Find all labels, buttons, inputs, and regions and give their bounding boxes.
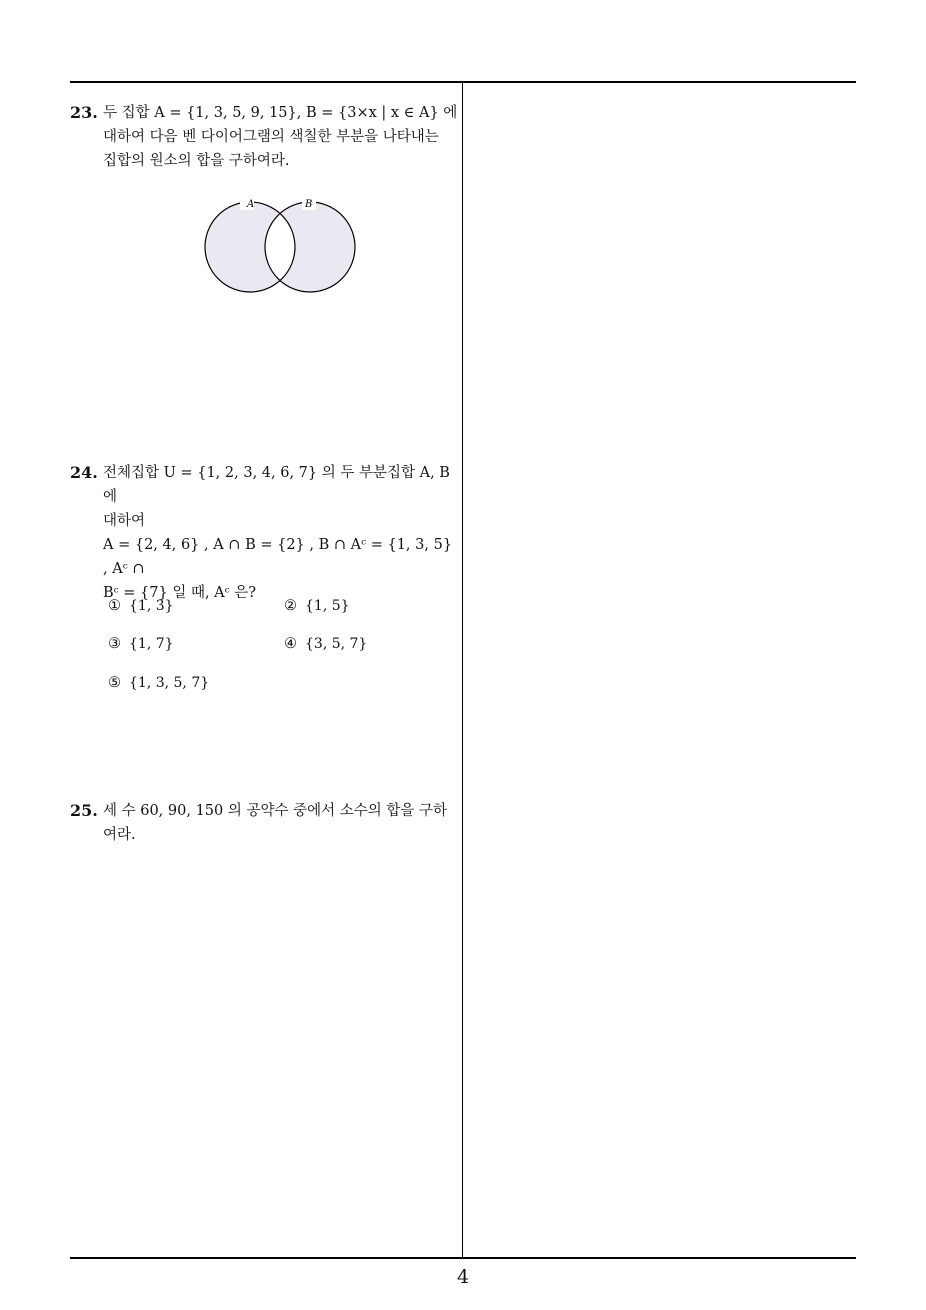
choice-3[interactable]	[108, 636, 174, 652]
problem-line: A = {2, 4, 6} , A ∩ B = {2} , B ∩ Aᶜ = {1, 3, 5} , Aᶜ ∩	[103, 537, 453, 577]
problem-line: 전체집합 U = {1, 2, 3, 4, 6, 7} 의 두 부분집합 A, B 에	[103, 465, 450, 505]
problem-line: 여라.	[103, 827, 136, 843]
problem-line: Bᶜ = {7} 일 때, Aᶜ 은?	[103, 585, 257, 601]
problem-line: 집합의 원소의 합을 구하여라.	[103, 153, 290, 169]
column-divider	[462, 82, 463, 1258]
choice-text: {1, 7}	[129, 636, 174, 652]
choice-5[interactable]	[108, 675, 209, 691]
choice-text: {3, 5, 7}	[305, 636, 368, 652]
choice-mark: ④	[284, 636, 297, 652]
problem-25	[70, 799, 458, 847]
bottom-rule	[70, 1257, 856, 1259]
choice-mark: ②	[284, 598, 297, 614]
problem-line: 세 수 60, 90, 150 의 공약수 중에서 소수의 합을 구하	[103, 803, 447, 819]
problem-text	[103, 461, 458, 605]
choice-1[interactable]	[108, 598, 174, 614]
venn-label-a: A	[247, 199, 255, 210]
problem-line: 대하여 다음 벤 다이어그램의 색칠한 부분을 나타내는	[103, 129, 439, 145]
problem-text	[103, 799, 458, 847]
venn-diagram	[200, 195, 360, 300]
choice-text: {1, 5}	[305, 598, 350, 614]
problem-number: 25.	[70, 801, 98, 820]
problem-line: 대하여	[103, 513, 146, 529]
problem-line: 두 집합 A = {1, 3, 5, 9, 15}, B = {3×x | x ∈ A} 에	[103, 105, 458, 121]
venn-label-b: B	[305, 199, 313, 210]
choice-text: {1, 3}	[129, 598, 174, 614]
problem-number: 24.	[70, 463, 98, 482]
choice-mark: ①	[108, 598, 121, 614]
choice-mark: ③	[108, 636, 121, 652]
choice-text: {1, 3, 5, 7}	[129, 675, 210, 691]
choice-mark: ⑤	[108, 675, 121, 691]
page-number: 4	[456, 1266, 470, 1288]
choice-2[interactable]	[284, 598, 350, 614]
problem-24	[70, 461, 458, 605]
problem-number: 23.	[70, 103, 98, 122]
problem-23	[70, 101, 458, 173]
problem-text	[103, 101, 458, 173]
choice-4[interactable]	[284, 636, 367, 652]
top-rule	[70, 81, 856, 83]
